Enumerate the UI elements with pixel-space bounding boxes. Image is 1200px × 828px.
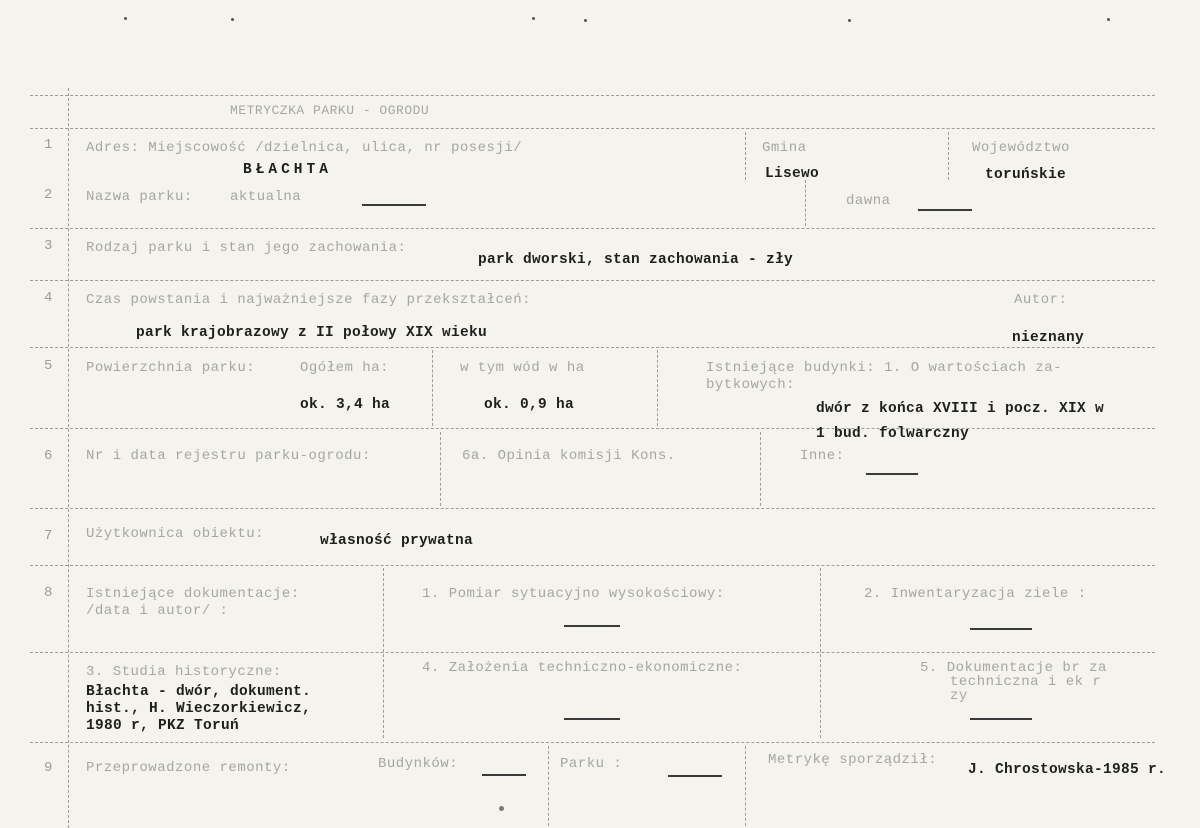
register-label: Nr i data rejestru parku-ogrodu: [86, 448, 371, 464]
greenery-label: 2. Inwentaryzacja ziele : [864, 586, 1087, 602]
buildings-label-line1: Istniejące budynki: 1. O wartościach za- [706, 360, 1063, 376]
cell-divider [948, 132, 949, 180]
history-label: 3. Studia historyczne: [86, 664, 282, 680]
park-type-label: Rodzaj parku i stan jego zachowania: [86, 240, 407, 256]
cell-divider [383, 568, 384, 738]
repairs-park-label: Parku : [560, 756, 623, 772]
survey-label: 1. Pomiar sytuacyjno wysokościowy: [422, 586, 725, 602]
history-value-line2: hist., H. Wieczorkiewicz, [86, 701, 312, 717]
docs-label-line2: /data i autor/ : [86, 603, 229, 619]
ink-dot [584, 19, 587, 22]
docs5-label-line2: techniczna i ek r [950, 674, 1102, 690]
origin-label: Czas powstania i najważniejsze fazy przekształceń: [86, 292, 532, 308]
row-rule [30, 347, 1155, 348]
history-value-line3: 1980 r, PKZ Toruń [86, 718, 240, 734]
row-rule [30, 652, 1155, 653]
row-number-1: 1 [44, 137, 53, 153]
locality-value: BŁACHTA [243, 162, 332, 178]
wojewodztwo-value: toruńskie [985, 167, 1067, 183]
history-value-line1: Błachta - dwór, dokument. [86, 684, 312, 700]
docs5-blank [970, 718, 1032, 720]
ink-dot [532, 17, 535, 20]
form-title: METRYCZKA PARKU - OGRODU [230, 103, 430, 118]
tech-blank [564, 718, 620, 720]
water-area-label: w tym wód w ha [460, 360, 585, 376]
docs5-label-line1: 5. Dokumentacje br za [920, 660, 1107, 676]
ink-dot [848, 19, 851, 22]
cell-divider [440, 432, 441, 506]
cell-divider [657, 350, 658, 426]
tech-label: 4. Założenia techniczno-ekonomiczne: [422, 660, 743, 676]
number-column-divider [68, 88, 69, 828]
prepared-by-label: Metrykę sporządził: [768, 752, 938, 768]
cell-divider [760, 432, 761, 506]
repairs-buildings-label: Budynków: [378, 756, 459, 772]
docs5-label-line3: zy [950, 688, 968, 704]
prepared-by-value: J. Chrostowska-1985 r. [968, 762, 1167, 778]
buildings-label-line2: bytkowych: [706, 377, 796, 393]
row-number-3: 3 [44, 238, 53, 254]
gmina-value: Lisewo [765, 166, 820, 182]
row-number-4: 4 [44, 290, 53, 306]
other-label: Inne: [800, 448, 845, 464]
row-number-8: 8 [44, 585, 53, 601]
address-label: Adres: Miejscowość /dzielnica, ulica, nr posesji/ [86, 140, 523, 156]
row-rule [30, 228, 1155, 229]
repairs-label: Przeprowadzone remonty: [86, 760, 291, 776]
author-label: Autor: [1014, 292, 1068, 308]
total-area-value: ok. 3,4 ha [300, 397, 391, 413]
cell-divider [820, 568, 821, 738]
cell-divider [432, 350, 433, 426]
park-name-label: Nazwa parku: [86, 189, 193, 205]
ink-dot [231, 18, 234, 21]
cell-divider [805, 180, 806, 226]
buildings-value-line1: dwór z końca XVIII i pocz. XIX w [816, 401, 1105, 417]
gmina-label: Gmina [762, 140, 807, 156]
wojewodztwo-label: Województwo [972, 140, 1070, 156]
row-rule [30, 428, 1155, 429]
row-number-9: 9 [44, 760, 53, 776]
former-name-label: dawna [846, 193, 891, 209]
cell-divider [548, 746, 549, 826]
area-label: Powierzchnia parku: [86, 360, 256, 376]
row-rule [30, 128, 1155, 129]
row-rule [30, 95, 1155, 96]
repairs-park-blank [668, 775, 722, 777]
other-blank [866, 473, 918, 475]
park-type-value: park dworski, stan zachowania - zły [478, 252, 794, 268]
cell-divider [745, 746, 746, 826]
user-value: własność prywatna [320, 533, 474, 549]
row-rule [30, 742, 1155, 743]
water-area-value: ok. 0,9 ha [484, 397, 575, 413]
ink-dot [1107, 18, 1110, 21]
opinion-label: 6a. Opinia komisji Kons. [462, 448, 676, 464]
row-number-5: 5 [44, 358, 53, 374]
origin-value: park krajobrazowy z II połowy XIX wieku [136, 325, 488, 341]
current-name-label: aktualna [230, 189, 302, 205]
total-area-label: Ogółem ha: [300, 360, 390, 376]
survey-blank [564, 625, 620, 627]
row-number-6: 6 [44, 448, 53, 464]
row-rule [30, 565, 1155, 566]
former-name-blank [918, 209, 972, 211]
row-number-2: 2 [44, 187, 53, 203]
row-rule [30, 508, 1155, 509]
ink-dot [124, 17, 127, 20]
ink-dot [499, 806, 504, 811]
user-label: Użytkownica obiektu: [86, 526, 265, 542]
author-value: nieznany [1012, 330, 1085, 346]
cell-divider [745, 132, 746, 180]
repairs-buildings-blank [482, 774, 526, 776]
buildings-value-line2: 1 bud. folwarczny [816, 426, 970, 442]
current-name-blank [362, 204, 426, 206]
row-rule [30, 280, 1155, 281]
docs-label-line1: Istniejące dokumentacje: [86, 586, 300, 602]
greenery-blank [970, 628, 1032, 630]
row-number-7: 7 [44, 528, 53, 544]
